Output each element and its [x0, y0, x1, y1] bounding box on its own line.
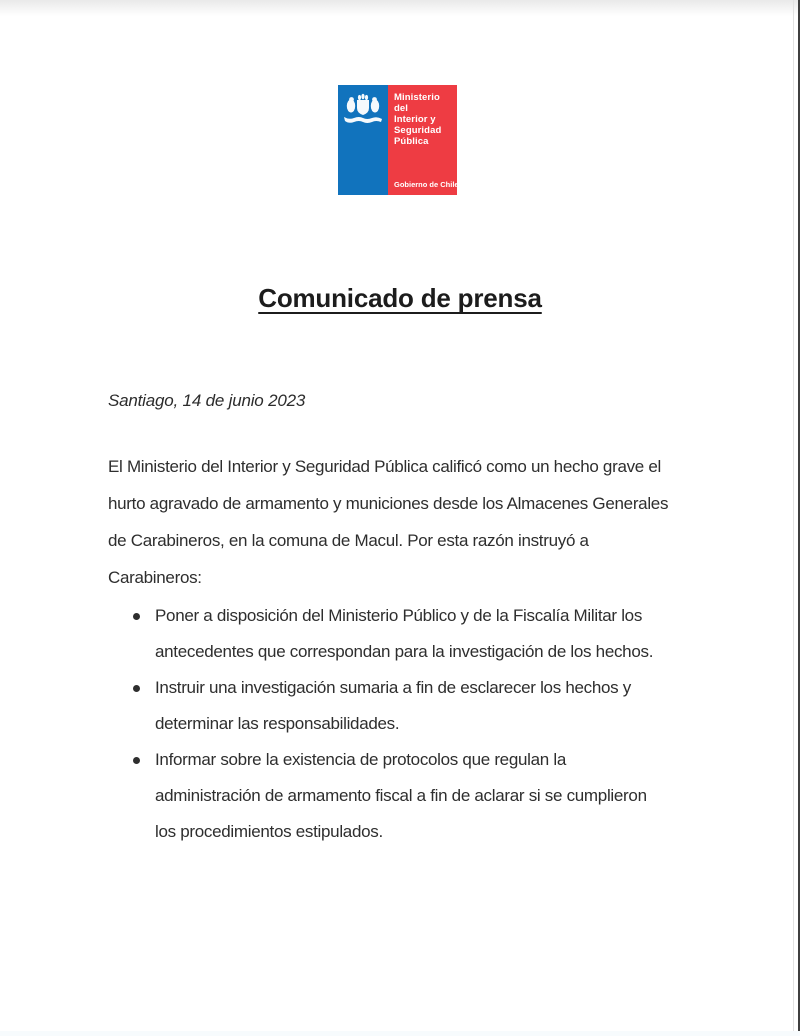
- bullet-text: [155, 598, 653, 670]
- paragraph-line: de Carabineros, en la comuna de Macul. Por esta razón instruyó a: [108, 531, 589, 550]
- paragraph-line: El Ministerio del Interior y Seguridad Pública calificó como un hecho grave el: [108, 457, 662, 476]
- bullet-item: [133, 742, 653, 850]
- document-title: Comunicado de prensa: [258, 283, 542, 313]
- logo-red-panel: [388, 85, 457, 195]
- bullet-line: Poner a disposición del Ministerio Público y de la Fiscalía Militar los: [155, 606, 643, 625]
- ministry-name-line: Interior y: [394, 114, 436, 125]
- lead-paragraph: [108, 448, 668, 596]
- chile-coat-of-arms-icon: [342, 92, 384, 126]
- bullet-line: antecedentes que correspondan para la investigación de los hechos.: [155, 642, 654, 661]
- government-label: Gobierno de Chile: [394, 180, 459, 189]
- ministry-name-line: Seguridad: [394, 125, 442, 136]
- bullet-line: Informar sobre la existencia de protocolos que regulan la: [155, 750, 566, 769]
- logo-blue-panel: [338, 85, 388, 195]
- bullet-item: [133, 598, 653, 670]
- instruction-list: [133, 598, 653, 850]
- bullet-line: los procedimientos estipulados.: [155, 822, 383, 841]
- bullet-line: determinar las responsabilidades.: [155, 714, 400, 733]
- page-bottom-edge: [0, 1031, 800, 1036]
- ministry-name-line: Ministerio del: [394, 92, 440, 114]
- bullet-text: [155, 670, 653, 742]
- ministry-name-line: Pública: [394, 136, 429, 147]
- bullet-marker-icon: [133, 757, 140, 764]
- ministry-name: [394, 92, 455, 147]
- bullet-line: Instruir una investigación sumaria a fin de esclarecer los hechos y: [155, 678, 631, 697]
- ministry-logo: [338, 85, 457, 195]
- dateline: Santiago, 14 de junio 2023: [108, 391, 306, 410]
- page-top-shadow: [0, 0, 800, 16]
- bullet-item: [133, 670, 653, 742]
- bullet-marker-icon: [133, 613, 140, 620]
- paragraph-line: Carabineros:: [108, 568, 202, 587]
- bullet-text: [155, 742, 653, 850]
- page-right-edge-light: [793, 0, 794, 1036]
- paragraph-line: hurto agravado de armamento y municiones desde los Almacenes Generales: [108, 494, 669, 513]
- bullet-line: administración de armamento fiscal a fin de aclarar si se cumplieron: [155, 786, 647, 805]
- bullet-marker-icon: [133, 685, 140, 692]
